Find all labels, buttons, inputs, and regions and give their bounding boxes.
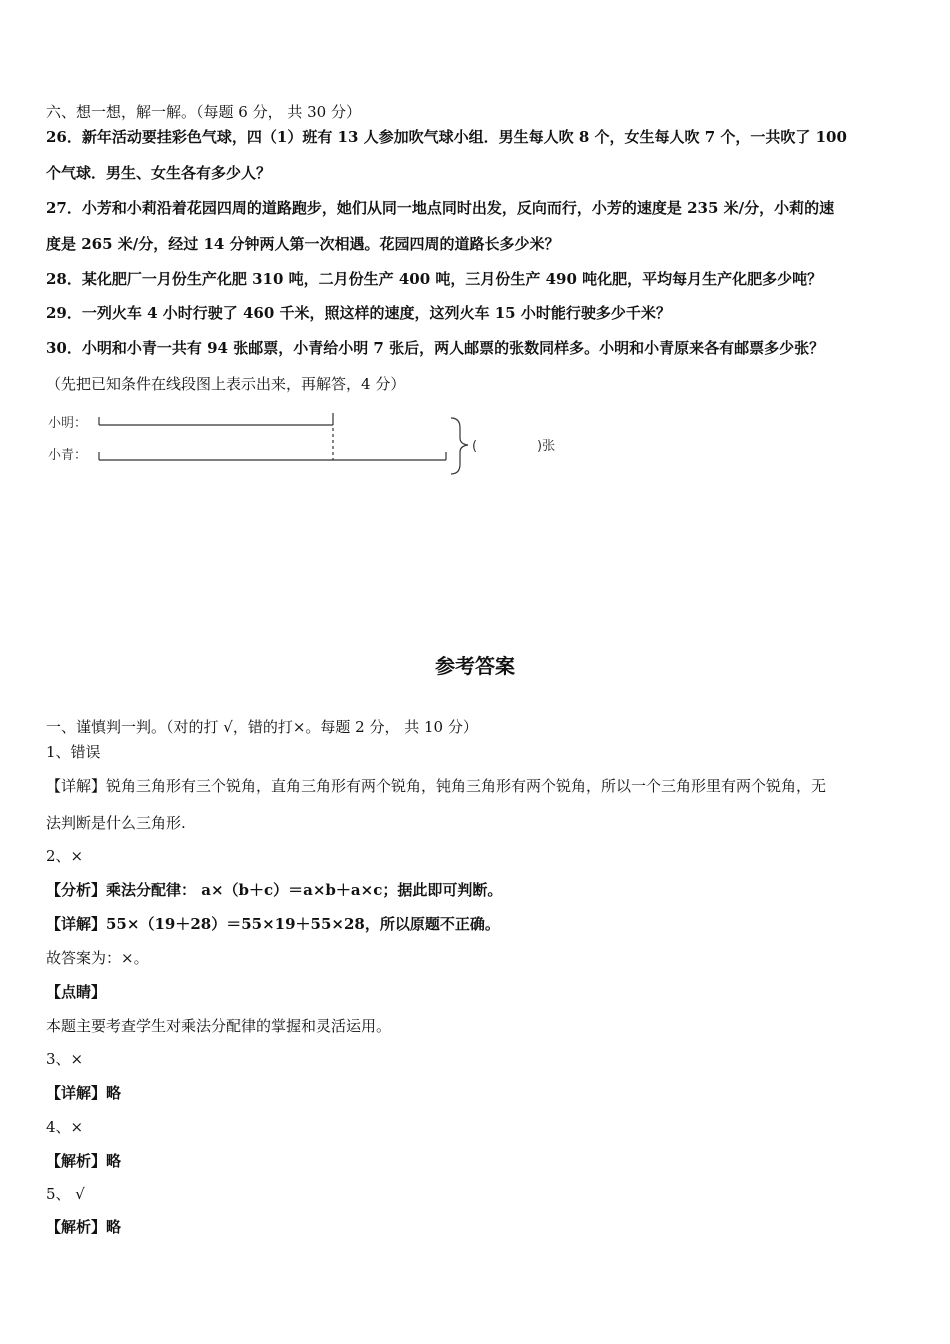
answers-section-1-heading: 一、谨慎判一判。（对的打 √，错的打×。每题 2 分， 共 10 分） xyxy=(46,718,478,736)
answer-3-detail: 【详解】略 xyxy=(46,1084,122,1102)
answer-2-note: 本题主要考查学生对乘法分配律的掌握和灵活运用。 xyxy=(46,1017,392,1035)
question-30-note: （先把已知条件在线段图上表示出来，再解答，4 分） xyxy=(46,375,406,393)
answer-5: 5、 √ xyxy=(46,1185,85,1203)
question-30: 30．小明和小青一共有 94 张邮票，小青给小明 7 张后，两人邮票的张数同样多。小明和小青原来各有邮票多少张？ xyxy=(46,339,825,357)
question-29: 29．一列火车 4 小时行驶了 460 千米，照这样的速度，这列火车 15 小时能行驶多少千米？ xyxy=(46,304,671,322)
question-26-line-1: 26．新年活动要挂彩色气球，四（1）班有 13 人参加吹气球小组．男生每人吹 8 个，女生每人吹 7 个，一共吹了 100 xyxy=(46,128,847,146)
answer-5-detail: 【解析】略 xyxy=(46,1218,122,1236)
answer-1-detail-line-2: 法判断是什么三角形. xyxy=(46,814,186,832)
label-xiaoming: 小明： xyxy=(48,416,88,431)
result-open-paren: ( xyxy=(472,439,478,454)
answer-1-detail-line-1: 【详解】锐角三角形有三个锐角，直角三角形有两个锐角，钝角三角形有两个锐角，所以一个三角形里有两个锐角，无 xyxy=(46,777,827,795)
answer-2-final: 故答案为：×。 xyxy=(46,949,149,967)
question-26-line-2: 个气球．男生、女生各有多少人？ xyxy=(46,164,272,182)
answer-2-detail: 【详解】55×（19＋28）＝55×19＋55×28，所以原题不正确。 xyxy=(46,915,500,933)
question-28: 28．某化肥厂一月份生产化肥 310 吨，二月份生产 400 吨，三月份生产 490 吨化肥，平均每月生产化肥多少吨？ xyxy=(46,270,823,288)
question-27-line-1: 27．小芳和小莉沿着花园四周的道路跑步，她们从同一地点同时出发，反向而行，小芳的速度是 235 米/分，小莉的速 xyxy=(46,199,835,217)
question-27-line-2: 度是 265 米/分，经过 14 分钟两人第一次相遇。花园四周的道路长多少米？ xyxy=(46,235,560,253)
answer-4: 4、× xyxy=(46,1118,84,1136)
answer-1: 1、错误 xyxy=(46,743,101,761)
answer-2-note-heading: 【点睛】 xyxy=(46,983,107,1001)
answer-2: 2、× xyxy=(46,847,84,865)
line-segment-diagram xyxy=(44,408,604,484)
answer-3: 3、× xyxy=(46,1050,84,1068)
right-brace xyxy=(451,418,468,474)
section-heading-6: 六、想一想，解一解。（每题 6 分， 共 30 分） xyxy=(46,103,361,121)
answer-2-analysis: 【分析】乘法分配律： a×（b＋c）＝a×b＋a×c；据此即可判断。 xyxy=(46,881,503,899)
result-close-unit: )张 xyxy=(537,439,556,454)
answers-title: 参考答案 xyxy=(435,654,515,678)
answer-4-detail: 【解析】略 xyxy=(46,1152,122,1170)
label-xiaoqing: 小青： xyxy=(48,448,88,463)
